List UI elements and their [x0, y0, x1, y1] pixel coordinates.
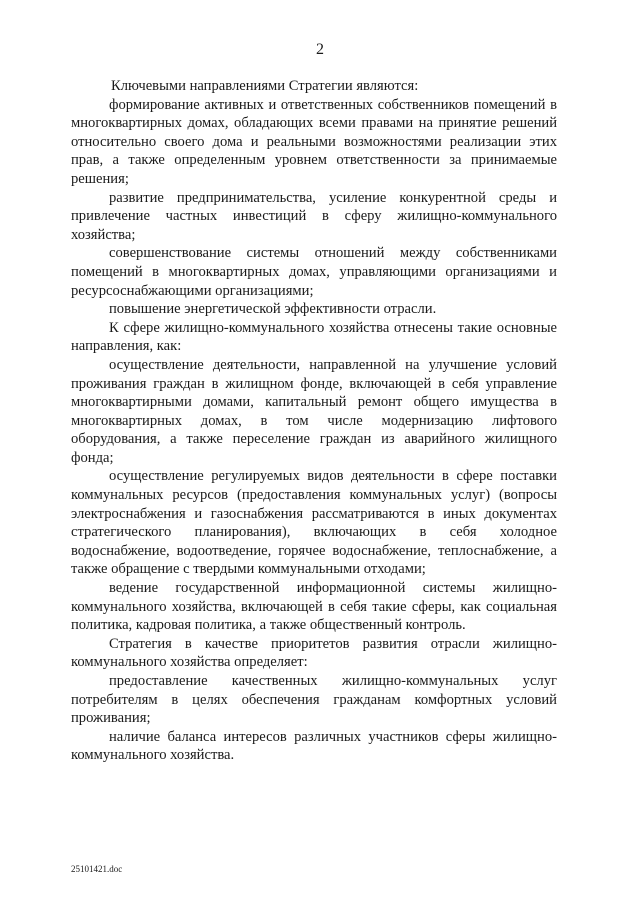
- paragraph: формирование активных и ответственных собственников помещений в многоквартирных домах, обладающих всеми правами на принятие решений относительно своего дома и реальными возможностями реализации этих прав, а также определенным уровнем ответственности за принимаемые решения;: [71, 96, 557, 187]
- paragraph: осуществление деятельности, направленной на улучшение условий проживания граждан в жилищном фонде, включающей в себя управление многоквартирными домами, капитальный ремонт общего имущества в многоквартирных домах, в том числе модернизацию лифтового оборудования, а также переселение граждан из аварийного жилищного фонда;: [71, 356, 557, 466]
- footer-filename: 25101421.doc: [71, 864, 123, 874]
- paragraph: К сфере жилищно-коммунального хозяйства отнесены такие основные направления, как:: [71, 319, 557, 355]
- paragraph: наличие баланса интересов различных участников сферы жилищно-коммунального хозяйства.: [71, 728, 557, 764]
- paragraph: ведение государственной информационной системы жилищно-коммунального хозяйства, включающей в себя такие сферы, как социальная политика, кадровая политика, а также общественный контроль.: [71, 580, 557, 634]
- paragraph: повышение энергетической эффективности отрасли.: [109, 301, 437, 318]
- document-body: [71, 77, 557, 765]
- paragraph: предоставление качественных жилищно-коммунальных услуг потребителям в целях обеспечения гражданам комфортных условий проживания;: [71, 673, 557, 727]
- paragraph: осуществление регулируемых видов деятельности в сфере поставки коммунальных ресурсов (предоставления коммунальных услуг) (вопросы электроснабжения и газоснабжения рассматриваются в иных документах стратегического планирования), включающих в себя холодное водоснабжение, водоотведение, горячее водоснабжение, теплоснабжение, а также обращение с твердыми коммунальными отходами;: [71, 468, 557, 578]
- paragraph: совершенствование системы отношений между собственниками помещений в многоквартирных домах, управляющими организациями и ресурсоснабжающими организациями;: [71, 245, 557, 299]
- paragraph-intro: Ключевыми направлениями Стратегии являются:: [111, 78, 419, 94]
- paragraph: развитие предпринимательства, усиление конкурентной среды и привлечение частных инвестиций в сферу жилищно-коммунального хозяйства;: [71, 189, 557, 243]
- paragraph: Стратегия в качестве приоритетов развития отрасли жилищно-коммунального хозяйства определяет:: [71, 635, 557, 671]
- page-number: 2: [316, 41, 324, 58]
